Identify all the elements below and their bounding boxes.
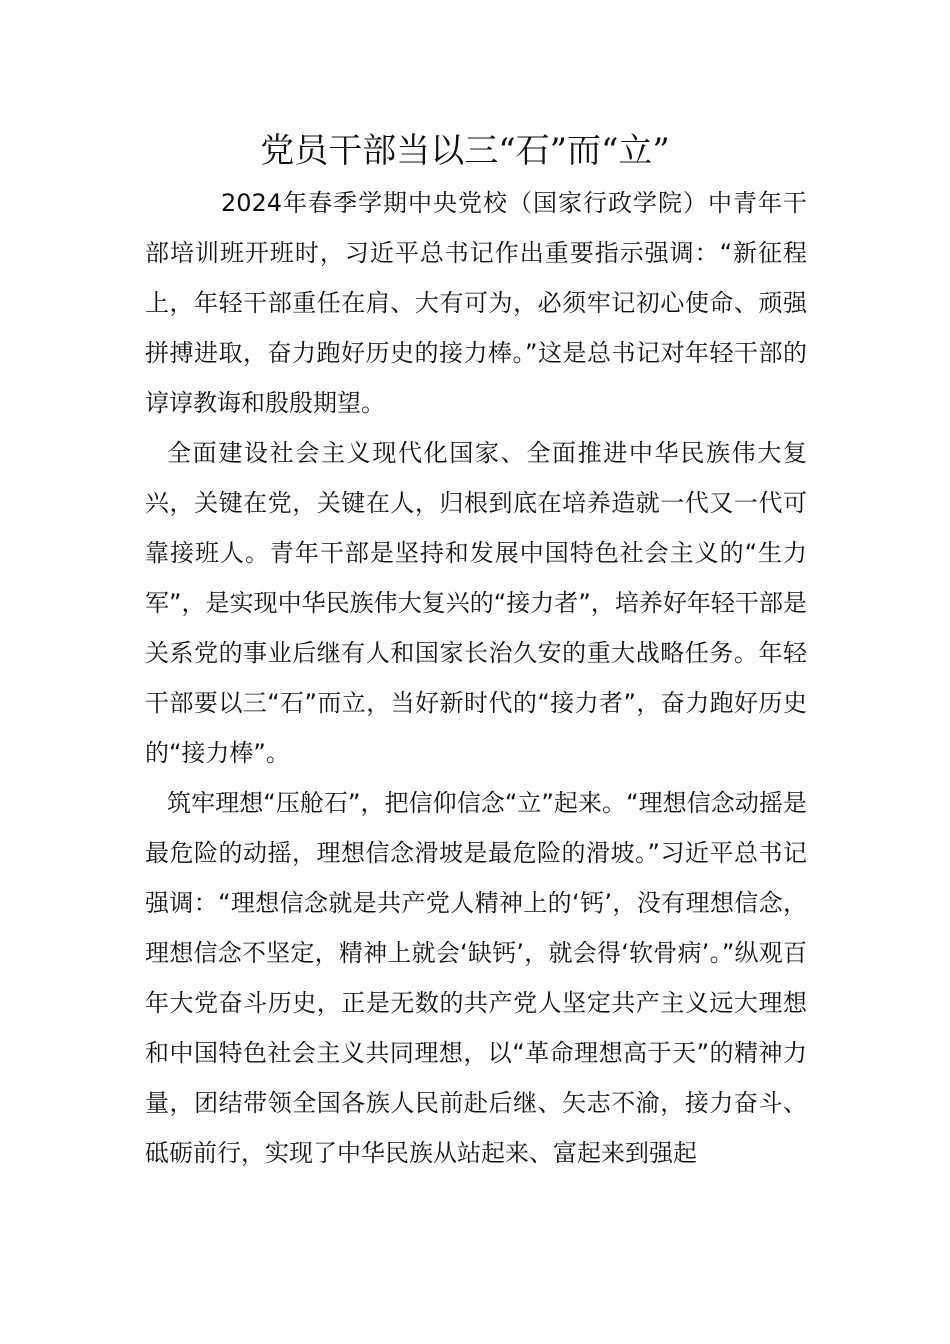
document-title: 党员干部当以三“石”而“立” — [260, 131, 670, 171]
document-body — [145, 178, 807, 1178]
paragraph-2: 全面建设社会主义现代化国家、全面推进中华民族伟大复兴，关键在党，关键在人，归根到底在培养造就一代又一代可靠接班人。青年干部是坚持和发展中国特色社会主义的“生力军”，是实现中华民族伟大复兴的“接力者”，培养好年轻干部是关系党的事业后继有人和国家长治久安的重大战略任务。年轻干部要以三“石”而立，当好新时代的“接力者”，奋力跑好历史的“接力棒”。 — [145, 439, 807, 767]
paragraph-1: 2024年春季学期中央党校（国家行政学院）中青年干部培训班开班时，习近平总书记作出重要指示强调：“新征程上，年轻干部重任在肩、大有可为，必须牢记初心使命、顽强拼搏进取，奋力跑好历史的接力棒。”这是总书记对年轻干部的谆谆教诲和殷殷期望。 — [145, 189, 807, 417]
paragraph-3: 筑牢理想“压舱石”，把信仰信念“立”起来。“理想信念动摇是最危险的动摇，理想信念滑坡是最危险的滑坡。”习近平总书记强调：“理想信念就是共产党人精神上的‘钙’，没有理想信念，理想信念不坚定，精神上就会‘缺钙’，就会得‘软骨病’。”纵观百年大党奋斗历史，正是无数的共产党人坚定共产主义远大理想和中国特色社会主义共同理想，以“革命理想高于天”的精神力量，团结带领全国各族人民前赴后继、矢志不渝，接力奋斗、砥砺前行，实现了中华民族从站起来、富起来到强起 — [145, 789, 807, 1167]
